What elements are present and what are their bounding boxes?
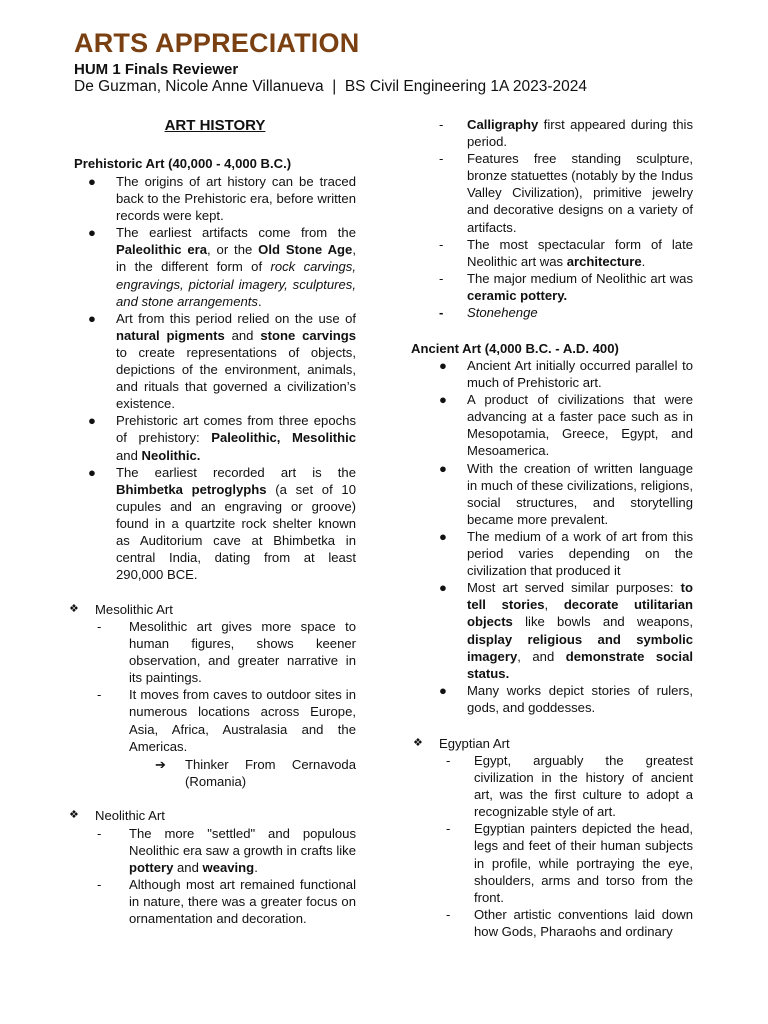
document-subtitle: HUM 1 Finals Reviewer [74,61,239,78]
list-item: ● The medium of a work of art from this period varies depending on the civilization that produced it [439,528,693,579]
list-item [69,601,356,618]
list-item: ● Most art served similar purposes: to tell stories, decorate utilitarian objects like bowls and weapons, display religious and symbolic imagery, and demonstrate social status. [439,580,693,681]
neolithic-continued-list [411,116,693,321]
bullet-icon: ● [88,225,96,241]
list-item: - Mesolithic art gives more space to human figures, shows keener observation, and greater narrative in its paintings. [97,619,356,686]
list-item: ● The origins of art history can be traced back to the Prehistoric era, before written records were kept. [88,174,356,224]
list-item: ● Prehistoric art comes from three epochs of prehistory: Paleolithic, Mesolithic and Neolithic. [88,413,356,463]
list-item: ● The earliest recorded art is the Bhimbetka petroglyphs (a set of 10 cupules and an engraving or groove) found in a quartzite rock shelter known as Auditorium cave at Bhimbetka in central India, dating from at least 290,000 BCE. [88,464,356,583]
bullet-icon: ● [439,528,447,544]
bullet-icon: ● [88,310,96,326]
list-item [413,735,693,752]
list-item: ● Art from this period relied on the use of natural pigments and stone carvings to create representations of objects, depictions of the environment, animals, and rituals that governed a civilization’s existence. [88,310,356,412]
list-item: - Although most art remained functional in nature, there was a greater focus on ornamentation and decoration. [97,877,356,927]
list-item: ● Ancient Art initially occurred parallel to much of Prehistoric art. [439,358,693,391]
list-item: - It moves from caves to outdoor sites in numerous locations across Europe, Asia, Africa, Australasia and the Americas. [97,687,356,754]
ancient-art-heading: Ancient Art (4,000 B.C. - A.D. 400) [411,341,619,356]
diamond-bullet-icon: ❖ [69,809,79,821]
list-item: - Egyptian painters depicted the head, legs and feet of their human subjects in profile, while portraying the eye, shoulders, arms and torso from the front. [446,821,693,905]
neolithic-art-heading: Neolithic Art [95,808,165,823]
bullet-icon: ● [439,358,447,373]
list-item: ➔ Thinker From Cernavoda (Romania) [155,757,356,790]
list-item: - The more "settled" and populous Neolithic era saw a growth in crafts like pottery and weaving. [97,826,356,876]
list-item: ● With the creation of written language in much of these civilizations, religions, social structures, and storytelling became more prevalent. [439,460,693,527]
egyptian-section [413,735,693,752]
bullet-icon: ● [439,392,447,408]
prehistoric-bullet-list [74,173,356,583]
list-item: - The major medium of Neolithic art was ceramic pottery. [439,270,693,303]
bullet-icon: ● [88,464,96,480]
list-item: ● Many works depict stories of rulers, gods, and goddesses. [439,682,693,715]
list-item: - The most spectacular form of late Neolithic art was architecture. [439,236,693,269]
list-item: ● The earliest artifacts come from the Paleolithic era, or the Old Stone Age, in the different form of rock carvings, engravings, pictorial imagery, sculptures, and stone arrangements. [88,225,356,309]
bullet-icon: ● [88,174,96,189]
diamond-bullet-icon: ❖ [69,603,79,615]
bullet-icon: ● [439,460,447,476]
list-item: - Calligraphy first appeared during this period. [439,117,693,150]
document-title: ARTS APPRECIATION [74,28,360,58]
neolithic-section [69,807,356,824]
mesolithic-art-heading: Mesolithic Art [95,602,173,617]
mesolithic-section [69,601,356,618]
neolithic-dash-list [95,825,356,928]
list-item [69,807,356,824]
bullet-icon: ● [439,580,447,596]
egyptian-art-heading: Egyptian Art [439,736,510,751]
bullet-icon: ● [439,682,447,698]
bullet-icon: ● [88,413,96,429]
section-heading-art-history: ART HISTORY [164,117,266,134]
list-item: - Egypt, arguably the greatest civilization in the history of ancient art, was the first culture to adopt a recognizable style of art. [446,753,693,820]
arrow-icon: ➔ [155,757,166,772]
ancient-bullet-list [425,357,693,716]
egyptian-dash-list [411,752,693,940]
diamond-bullet-icon: ❖ [413,737,423,749]
list-item: - Features free standing sculpture, bronze statuettes (notably by the Indus Valley Civilization), primitive jewelry and decorative designs on a variety of artifacts. [439,151,693,235]
list-item: - Stonehenge [439,305,538,321]
list-item: ● A product of civilizations that were advancing at a faster pace such as in Mesopotamia, Greece, Egypt, and Mesoamerica. [439,392,693,459]
mesolithic-arrow-list [95,756,356,790]
prehistoric-art-heading: Prehistoric Art (40,000 - 4,000 B.C.) [74,156,292,171]
list-item: - Other artistic conventions laid down how Gods, Pharaohs and ordinary [446,906,693,939]
mesolithic-dash-list [95,618,356,755]
author-course-line: De Guzman, Nicole Anne Villanueva | BS Civil Engineering 1A 2023-2024 [74,78,587,95]
